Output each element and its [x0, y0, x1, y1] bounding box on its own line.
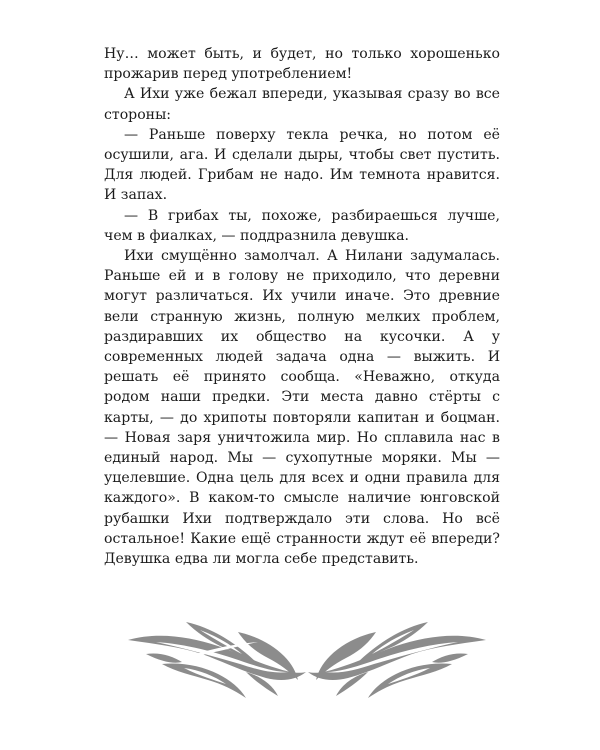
body-text [104, 44, 500, 569]
paragraph-5: Ихи смущённо замолчал. А Нилани задумалась. Раньше ей и в голову не приходило, что деревни могут различаться. Их учили иначе. Это древние вели странную жизнь, полную мелких проблем, раздиравших их общество на кусочки. А у современных людей задача одна — выжить. И решать её принято сообща. «Неважно, откуда родом наши предки. Эти места давно стёрты с карты, — до хрипоты повторяли капитан и боцман. — Новая заря уничтожила мир. Но сплавила нас в единый народ. Мы — сухопутные моряки. Мы — уцелевшие. Одна цель для всех и одни правила для каждого». В каком-то смысле наличие юнговской рубашки Ихи подтверждало эти слова. Но всё остальное! Какие ещё странности ждут её впереди? Девушка едва ли могла себе представить. [104, 248, 500, 568]
paragraph-2: А Ихи уже бежал впереди, указывая сразу во все стороны: [104, 86, 500, 123]
tribal-ornament-icon [126, 602, 488, 702]
paragraph-4: — В грибах ты, похоже, разбираешься лучше, чем в фиалках, — поддразнила девушка. [104, 207, 500, 244]
paragraph-1: Ну… может быть, и будет, но только хорошенько прожарив перед употреблением! [104, 46, 500, 83]
paragraph-3: — Раньше поверху текла речка, но потом её осушили, ага. И сделали дыры, чтобы свет пустить. Для людей. Грибам не надо. Им темнота нравится. И запах. [104, 126, 500, 204]
